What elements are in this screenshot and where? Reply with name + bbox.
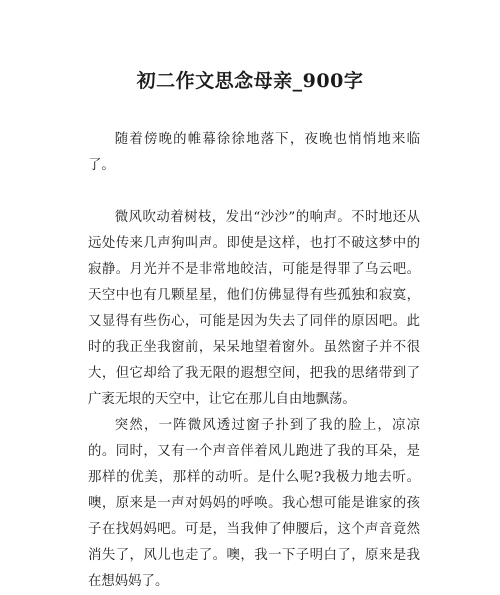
paragraph: 微风吹动着树枝，发出“沙沙”的响声。不时地还从远处传来几声狗叫声。即使是这样，也打不破这梦中的寂静。月光并不是非常地皎洁，可能是得罪了乌云吧。天空中也有几颗星星，他们仿佛显得有些孤独和寂寞，又显得有些伤心，可能是因为失去了同伴的原因吧。此时的我正坐我窗前，呆呆地望着窗外。虽然窗子并不很大，但它却给了我无限的遐想空间，把我的思绪带到了广袤无垠的天空中，让它在那儿自由地飘荡。 bbox=[88, 210, 420, 407]
paragraph: 突然，一阵微风透过窗子扑到了我的脸上，凉凉的。同时，又有一个声音伴着风儿跑进了我的耳朵，是那样的优美，那样的动听。是什么呢?我极力地去听。噢，原来是一声对妈妈的呼唤。我心想可能是谁家的孩子在找妈妈吧。可是，当我伸了伸腰后，这个声音竟然消失了，风儿也走了。噢，我一下子明白了，原来是我在想妈妈了。 bbox=[88, 418, 420, 589]
document-title: 初二作文思念母亲_900字 bbox=[136, 70, 364, 92]
paragraph: 随着傍晚的帷幕徐徐地落下，夜晚也悄悄地来临了。 bbox=[88, 132, 420, 173]
document-body bbox=[88, 127, 420, 595]
